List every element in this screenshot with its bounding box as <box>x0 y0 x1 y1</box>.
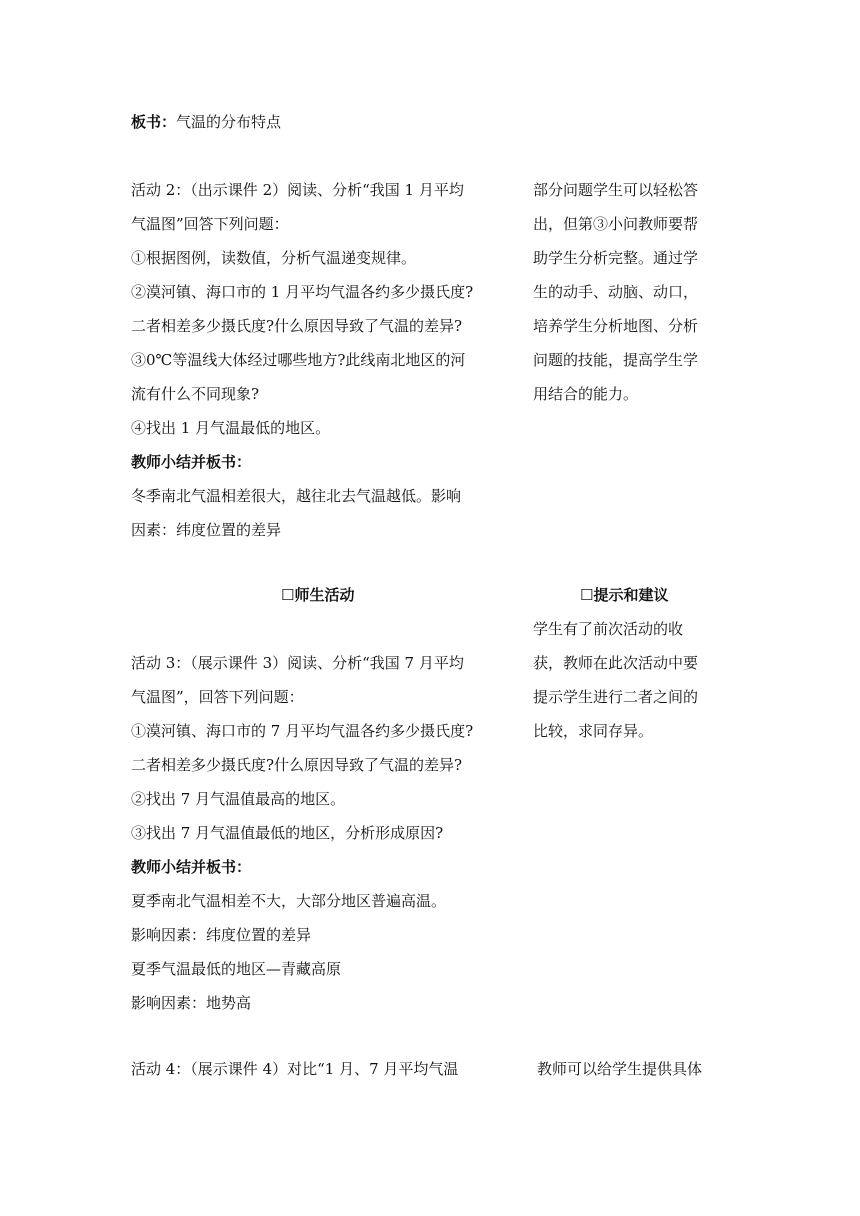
activity3-line-4: 二者相差多少摄氏度?什么原因导致了气温的差异? <box>131 756 463 774</box>
activity3-line-2: 气温图”，回答下列问题： <box>131 688 304 706</box>
board-text: 气温的分布特点 <box>176 113 282 131</box>
activity2-tip-6: 问题的技能，提高学生学 <box>533 351 699 369</box>
activity2-line-2: 气温图”回答下列问题： <box>131 215 289 233</box>
activity2-tip-3: 助学生分析完整。通过学 <box>533 249 699 267</box>
activity2-tip-2: 出，但第③小问教师要帮 <box>533 215 699 233</box>
activity3-summary-4: 影响因素：地势高 <box>131 994 252 1012</box>
activity2-tip-4: 生的动手、动脑、动口， <box>533 283 699 301</box>
board-title <box>131 112 281 132</box>
activity3-tip-3: 提示学生进行二者之间的 <box>533 688 699 706</box>
activity3-line-1: 活动 3：（展示课件 3）阅读、分析“我国 7 月平均 <box>131 654 464 672</box>
board-label: 板书： <box>131 113 177 131</box>
activity2-tip-7: 用结合的能力。 <box>533 385 639 403</box>
activity3-line-6: ③找出 7 月气温值最低的地区，分析形成原因? <box>131 824 444 842</box>
activity2-line-3: ①根据图例，读数值，分析气温递变规律。 <box>131 249 417 267</box>
activity3-line-3: ①漠河镇、海口市的 7 月平均气温各约多少摄氏度? <box>131 722 474 740</box>
activity2-line-7: 流有什么不同现象? <box>131 385 260 403</box>
activity2-line-6: ③0℃等温线大体经过哪些地方?此线南北地区的河 <box>131 351 466 369</box>
activity3-tip-2: 获，教师在此次活动中要 <box>533 654 699 672</box>
activity2-line-1: 活动 2：（出示课件 2）阅读、分析“我国 1 月平均 <box>131 181 464 199</box>
activity3-summary-label: 教师小结并板书： <box>131 858 252 876</box>
tips-suggestions-header: ☐提示和建议 <box>580 586 669 604</box>
activity3-tip-1: 学生有了前次活动的收 <box>533 620 684 638</box>
activity3-tip-4: 比较，求同存异。 <box>533 722 654 740</box>
activity2-line-8: ④找出 1 月气温最低的地区。 <box>131 419 331 437</box>
activity3-line-5: ②找出 7 月气温值最高的地区。 <box>131 790 346 808</box>
activity2-line-4: ②漠河镇、海口市的 1 月平均气温各约多少摄氏度? <box>131 283 474 301</box>
activity3-summary-2: 影响因素：纬度位置的差异 <box>131 926 312 944</box>
activity3-summary-1: 夏季南北气温相差不大，大部分地区普遍高温。 <box>131 892 447 910</box>
activity4-line-1: 活动 4：（展示课件 4）对比“1 月、7 月平均气温 <box>131 1060 459 1078</box>
activity2-tip-1: 部分问题学生可以轻松答 <box>533 181 699 199</box>
activity2-summary-label: 教师小结并板书： <box>131 453 252 471</box>
activity3-summary-3: 夏季气温最低的地区—青藏高原 <box>131 960 342 978</box>
activity4-tip-1: 教师可以给学生提供具体 <box>537 1060 703 1078</box>
activity2-tip-5: 培养学生分析地图、分析 <box>533 317 699 335</box>
activity2-summary-1: 冬季南北气温相差很大，越往北去气温越低。影响 <box>131 487 462 505</box>
activity2-summary-2: 因素：纬度位置的差异 <box>131 521 282 539</box>
activity2-line-5: 二者相差多少摄氏度?什么原因导致了气温的差异? <box>131 317 463 335</box>
teacher-student-activity-header: ☐师生活动 <box>281 586 355 604</box>
